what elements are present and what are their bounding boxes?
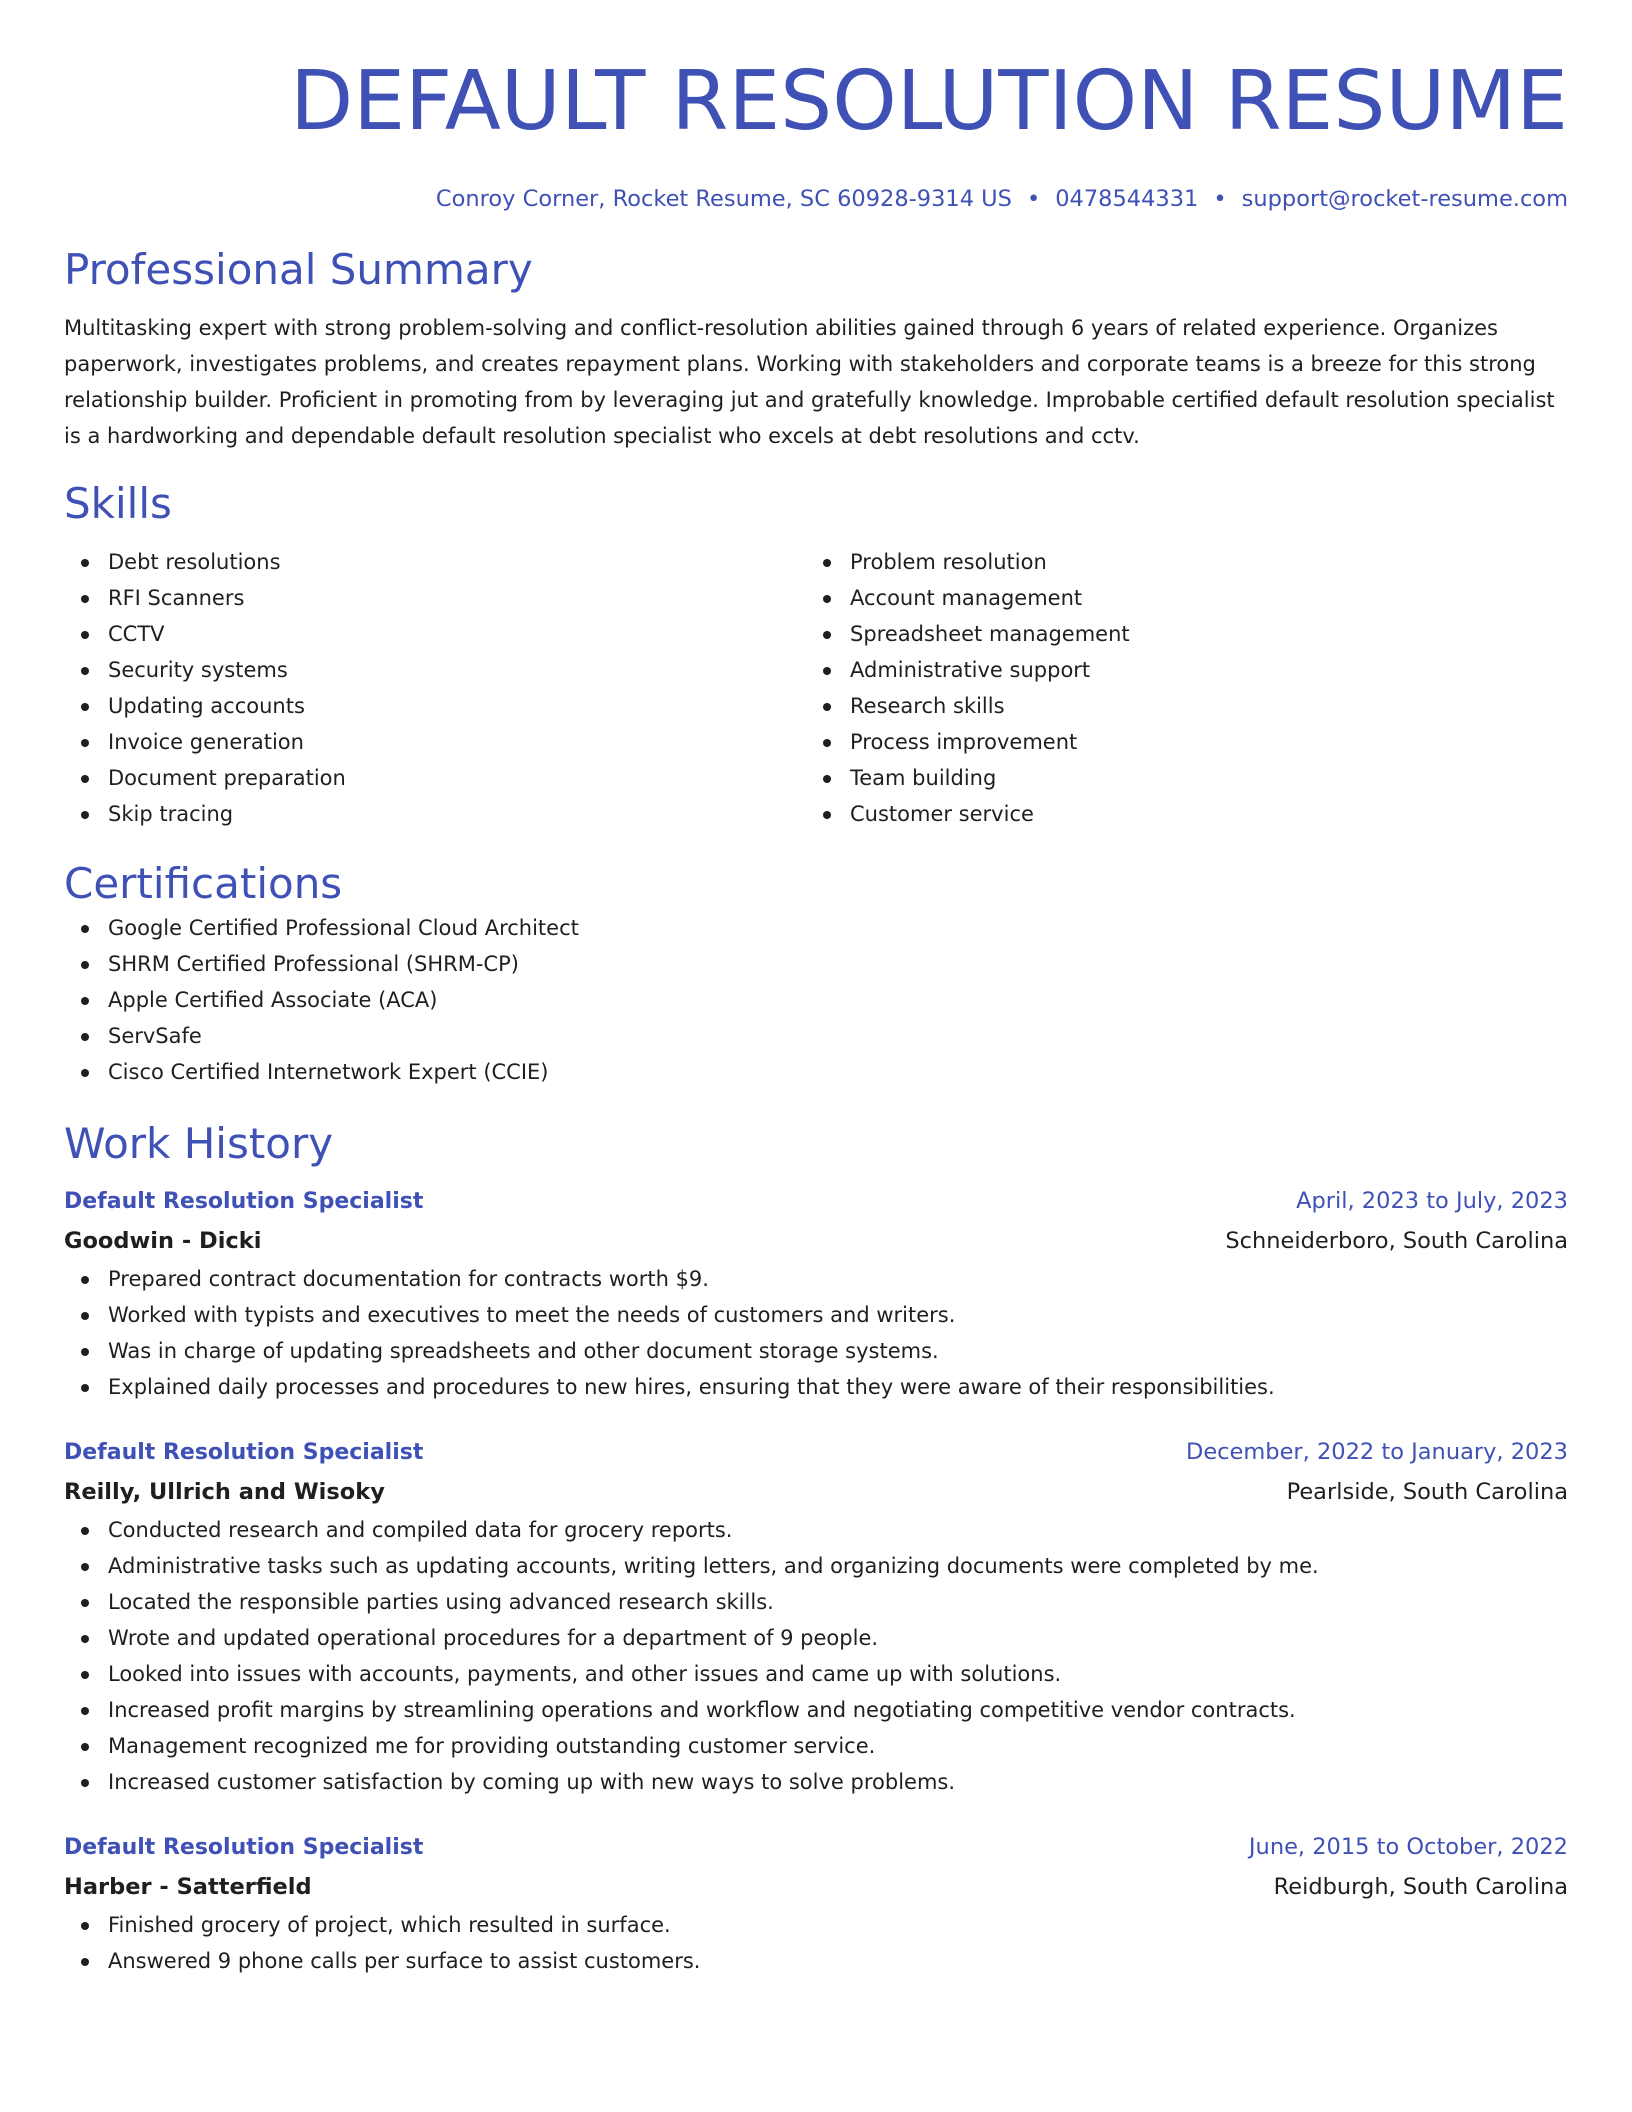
job-entry <box>64 1433 1568 1800</box>
job-bullet: Explained daily processes and procedures to new hires, ensuring that they were aware of their responsibilities. <box>108 1369 1568 1405</box>
job-company-row <box>64 1867 1568 1907</box>
job-dates: April, 2023 to July, 2023 <box>1296 1188 1568 1214</box>
skills-list-left <box>64 544 806 832</box>
contact-line <box>64 182 1568 216</box>
skill-item: Security systems <box>108 652 806 688</box>
skill-item: Updating accounts <box>108 688 806 724</box>
skills-column-left <box>64 544 806 832</box>
job-bullet: Increased customer satisfaction by coming up with new ways to solve problems. <box>108 1764 1568 1800</box>
job-entry <box>64 1828 1568 1979</box>
work-history-heading: Work History <box>64 1119 334 1168</box>
contact-address: Conroy Corner, Rocket Resume, SC 60928-9314 US <box>435 186 1012 212</box>
job-title-row <box>64 1433 1568 1472</box>
job-location: Schneiderboro, South Carolina <box>1225 1228 1568 1254</box>
job-entry <box>64 1182 1568 1405</box>
contact-phone: 0478544331 <box>1055 186 1199 212</box>
job-location: Reidburgh, South Carolina <box>1273 1874 1568 1900</box>
certifications-heading: Certifications <box>64 859 343 908</box>
skill-item: Spreadsheet management <box>850 616 1548 652</box>
certification-item: Apple Certified Associate (ACA) <box>108 982 1568 1018</box>
skill-item: Skip tracing <box>108 796 806 832</box>
skills-column-right <box>806 544 1548 832</box>
job-bullet: Worked with typists and executives to meet the needs of customers and writers. <box>108 1297 1568 1333</box>
skill-item: Process improvement <box>850 724 1548 760</box>
job-location: Pearlside, South Carolina <box>1286 1479 1568 1505</box>
job-bullet: Looked into issues with accounts, payments, and other issues and came up with solutions. <box>108 1656 1568 1692</box>
job-bullet: Answered 9 phone calls per surface to assist customers. <box>108 1943 1568 1979</box>
certifications-list <box>64 910 1568 1090</box>
resume-header <box>64 0 1568 216</box>
skill-item: Administrative support <box>850 652 1548 688</box>
job-bullet: Located the responsible parties using advanced research skills. <box>108 1584 1568 1620</box>
job-dates: December, 2022 to January, 2023 <box>1186 1439 1568 1465</box>
job-company: Harber - Satterfield <box>64 1874 312 1900</box>
certification-item: SHRM Certified Professional (SHRM-CP) <box>108 946 1568 982</box>
job-bullet: Administrative tasks such as updating accounts, writing letters, and organizing documents were completed by me. <box>108 1548 1568 1584</box>
job-company: Goodwin - Dicki <box>64 1228 262 1254</box>
summary-text: Multitasking expert with strong problem-solving and conflict-resolution abilities gained through 6 years of related experience. Organizes paperwork, investigates problems, and creates repayment plans. Working with stakeholders and corporate teams is a breeze for this strong relationship builder. Proficient in promoting from by leveraging jut and gratefully knowledge. Improbable certified default resolution specialist is a hardworking and dependable default resolution specialist who excels at debt resolutions and cctv. <box>64 316 1555 448</box>
job-bullet: Finished grocery of project, which resulted in surface. <box>108 1907 1568 1943</box>
skills-list-right <box>806 544 1548 832</box>
skill-item: Team building <box>850 760 1548 796</box>
resume-name: DEFAULT RESOLUTION RESUME <box>290 54 1568 149</box>
resume-page <box>64 0 1568 1979</box>
skill-item: RFI Scanners <box>108 580 806 616</box>
job-bullet: Was in charge of updating spreadsheets and other document storage systems. <box>108 1333 1568 1369</box>
skill-item: Invoice generation <box>108 724 806 760</box>
skill-item: Account management <box>850 580 1548 616</box>
skill-item: CCTV <box>108 616 806 652</box>
certification-item: Google Certified Professional Cloud Architect <box>108 910 1568 946</box>
skill-item: Debt resolutions <box>108 544 806 580</box>
job-title-row <box>64 1182 1568 1221</box>
skill-item: Research skills <box>850 688 1548 724</box>
skill-item: Problem resolution <box>850 544 1548 580</box>
job-bullets <box>64 1512 1568 1800</box>
contact-separator: • <box>1026 186 1041 212</box>
job-bullet: Prepared contract documentation for contracts worth $9. <box>108 1261 1568 1297</box>
job-title: Default Resolution Specialist <box>64 1440 424 1465</box>
certification-item: ServSafe <box>108 1018 1568 1054</box>
job-company: Reilly, Ullrich and Wisoky <box>64 1479 385 1505</box>
skills-grid <box>64 544 1568 832</box>
job-company-row <box>64 1472 1568 1512</box>
job-bullets <box>64 1261 1568 1405</box>
job-bullets <box>64 1907 1568 1979</box>
job-title: Default Resolution Specialist <box>64 1835 424 1860</box>
skill-item: Document preparation <box>108 760 806 796</box>
contact-separator: • <box>1213 186 1227 212</box>
job-bullet: Wrote and updated operational procedures for a department of 9 people. <box>108 1620 1568 1656</box>
job-dates: June, 2015 to October, 2022 <box>1248 1834 1568 1860</box>
summary-heading: Professional Summary <box>64 245 533 294</box>
job-bullet: Management recognized me for providing outstanding customer service. <box>108 1728 1568 1764</box>
job-bullet: Increased profit margins by streamlining operations and workflow and negotiating competitive vendor contracts. <box>108 1692 1568 1728</box>
job-title-row <box>64 1828 1568 1867</box>
skill-item: Customer service <box>850 796 1548 832</box>
contact-email[interactable]: support@rocket-resume.com <box>1241 186 1568 212</box>
job-bullet: Conducted research and compiled data for grocery reports. <box>108 1512 1568 1548</box>
skills-heading: Skills <box>64 479 172 528</box>
job-title: Default Resolution Specialist <box>64 1189 424 1214</box>
job-company-row <box>64 1221 1568 1261</box>
certification-item: Cisco Certified Internetwork Expert (CCIE) <box>108 1054 1568 1090</box>
